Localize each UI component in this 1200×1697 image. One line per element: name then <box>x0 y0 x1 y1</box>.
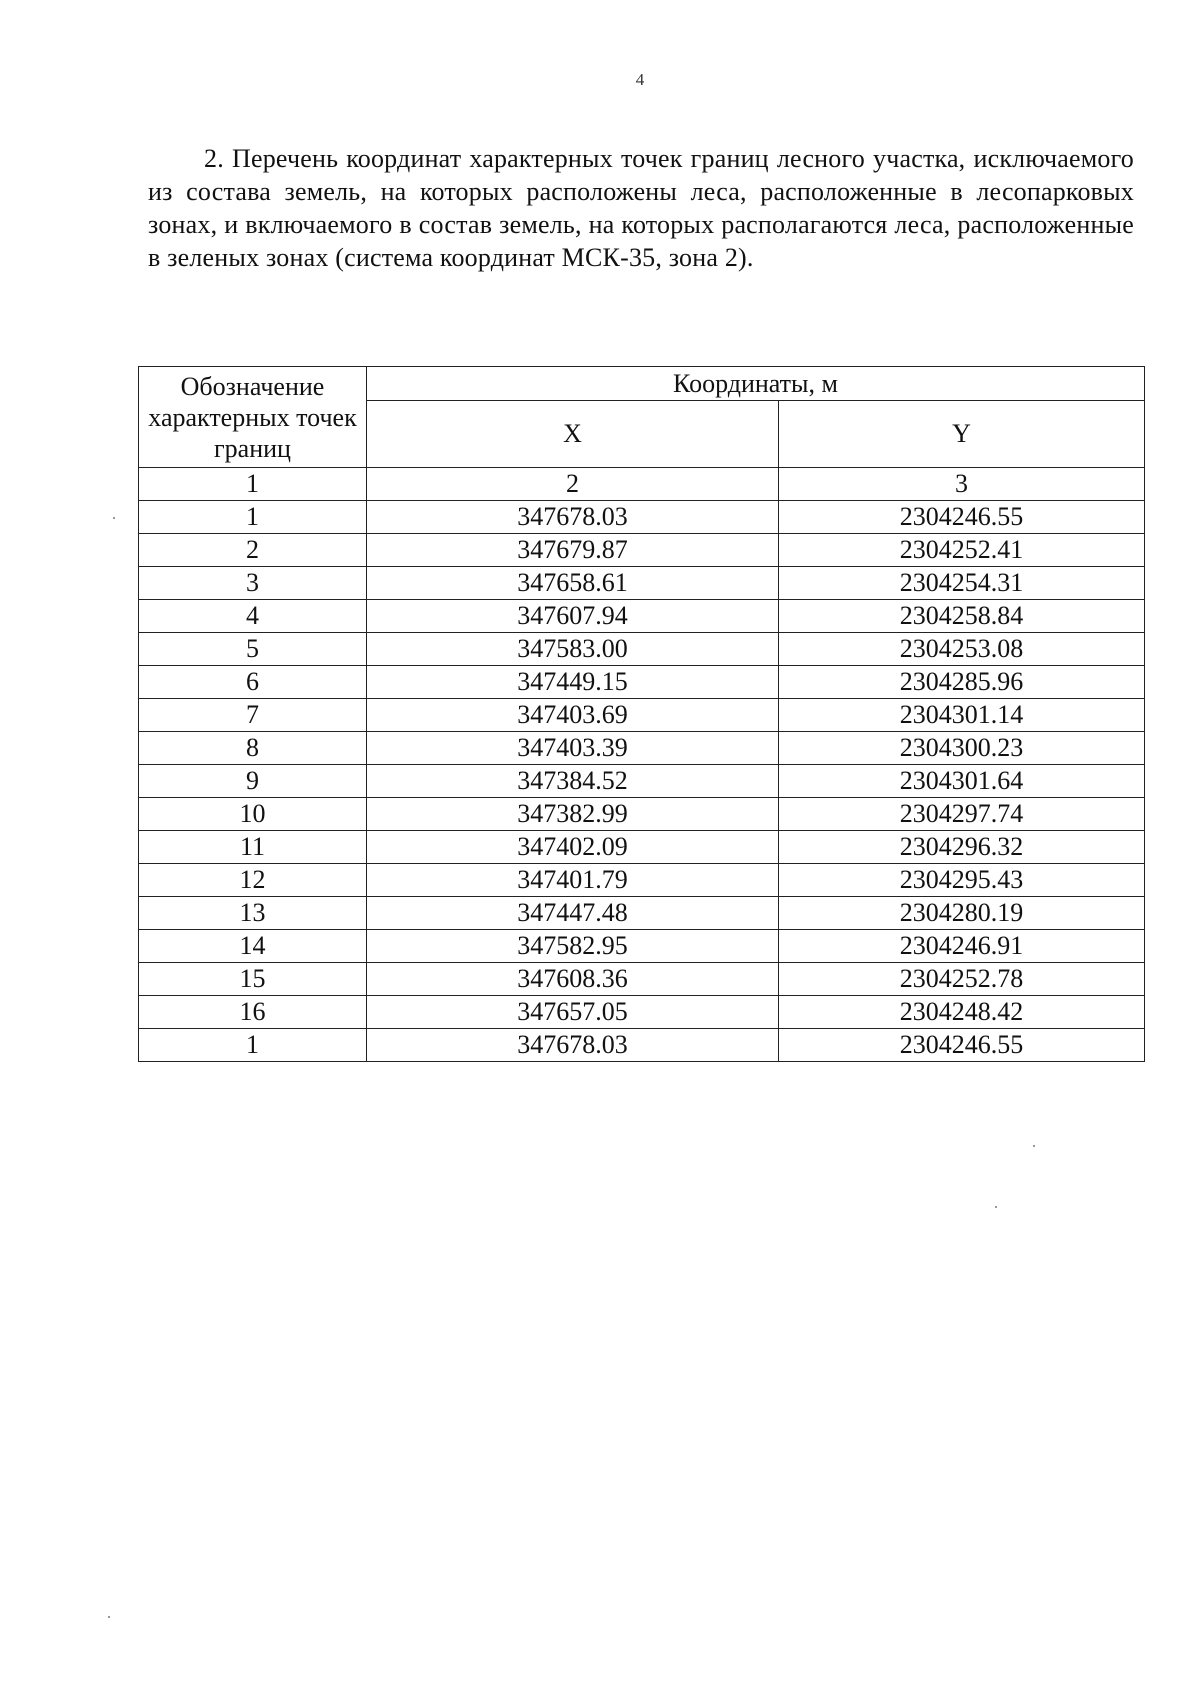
table-row <box>139 765 1145 798</box>
column-number-1: 1 <box>139 468 367 501</box>
y-cell: 2304252.78 <box>779 963 1145 996</box>
y-cell: 2304254.31 <box>779 567 1145 600</box>
y-cell: 2304248.42 <box>779 996 1145 1029</box>
y-cell: 2304246.91 <box>779 930 1145 963</box>
x-cell: 347607.94 <box>367 600 779 633</box>
y-cell: 2304252.41 <box>779 534 1145 567</box>
point-cell: 4 <box>139 600 367 633</box>
table-row <box>139 831 1145 864</box>
y-cell: 2304253.08 <box>779 633 1145 666</box>
coordinates-table <box>138 366 1145 1062</box>
y-cell: 2304297.74 <box>779 798 1145 831</box>
x-cell: 347608.36 <box>367 963 779 996</box>
point-cell: 2 <box>139 534 367 567</box>
scan-speck <box>1033 1145 1035 1147</box>
table-row <box>139 633 1145 666</box>
y-cell: 2304301.64 <box>779 765 1145 798</box>
header-coordinates: Координаты, м <box>367 367 1145 401</box>
y-cell: 2304285.96 <box>779 666 1145 699</box>
y-cell: 2304296.32 <box>779 831 1145 864</box>
table-row <box>139 501 1145 534</box>
point-cell: 8 <box>139 732 367 765</box>
y-cell: 2304246.55 <box>779 1029 1145 1062</box>
y-cell: 2304295.43 <box>779 864 1145 897</box>
point-cell: 16 <box>139 996 367 1029</box>
x-cell: 347583.00 <box>367 633 779 666</box>
header-point-designation: Обозначение характерных точек границ <box>139 367 367 468</box>
table-row <box>139 897 1145 930</box>
table-row <box>139 666 1145 699</box>
page-number: 4 <box>635 70 645 89</box>
point-cell: 3 <box>139 567 367 600</box>
y-cell: 2304258.84 <box>779 600 1145 633</box>
x-cell: 347401.79 <box>367 864 779 897</box>
y-cell: 2304280.19 <box>779 897 1145 930</box>
x-cell: 347447.48 <box>367 897 779 930</box>
x-cell: 347384.52 <box>367 765 779 798</box>
point-cell: 14 <box>139 930 367 963</box>
point-cell: 15 <box>139 963 367 996</box>
intro-paragraph: 2. Перечень координат характерных точек границ лесного участка, исключаемого из состава земель, на которых расположены леса, расположенные в лесопарковых зонах, и включаемого в состав земель, на которых располагаются леса, расположенные в зеленых зонах (система координат МСК-35, зона 2). <box>148 144 1134 272</box>
x-cell: 347679.87 <box>367 534 779 567</box>
point-cell: 5 <box>139 633 367 666</box>
y-cell: 2304246.55 <box>779 501 1145 534</box>
x-cell: 347582.95 <box>367 930 779 963</box>
x-cell: 347449.15 <box>367 666 779 699</box>
y-cell: 2304300.23 <box>779 732 1145 765</box>
header-x: X <box>367 401 779 468</box>
x-cell: 347658.61 <box>367 567 779 600</box>
point-cell: 1 <box>139 1029 367 1062</box>
x-cell: 347382.99 <box>367 798 779 831</box>
scan-speck <box>108 1616 110 1618</box>
point-cell: 6 <box>139 666 367 699</box>
table-row <box>139 963 1145 996</box>
x-cell: 347403.39 <box>367 732 779 765</box>
table-row <box>139 699 1145 732</box>
x-cell: 347678.03 <box>367 1029 779 1062</box>
table-row <box>139 534 1145 567</box>
x-cell: 347403.69 <box>367 699 779 732</box>
scan-speck <box>113 517 115 519</box>
table-row <box>139 996 1145 1029</box>
x-cell: 347678.03 <box>367 501 779 534</box>
table-row <box>139 930 1145 963</box>
column-number-2: 2 <box>367 468 779 501</box>
table-row <box>139 1029 1145 1062</box>
y-cell: 2304301.14 <box>779 699 1145 732</box>
table-row <box>139 567 1145 600</box>
x-cell: 347402.09 <box>367 831 779 864</box>
point-cell: 12 <box>139 864 367 897</box>
column-number-3: 3 <box>779 468 1145 501</box>
table-row <box>139 732 1145 765</box>
point-cell: 1 <box>139 501 367 534</box>
point-cell: 9 <box>139 765 367 798</box>
point-cell: 11 <box>139 831 367 864</box>
x-cell: 347657.05 <box>367 996 779 1029</box>
point-cell: 13 <box>139 897 367 930</box>
point-cell: 7 <box>139 699 367 732</box>
point-cell: 10 <box>139 798 367 831</box>
table-row <box>139 798 1145 831</box>
table-row <box>139 600 1145 633</box>
header-y: Y <box>779 401 1145 468</box>
table-row <box>139 864 1145 897</box>
scan-speck <box>995 1206 997 1208</box>
